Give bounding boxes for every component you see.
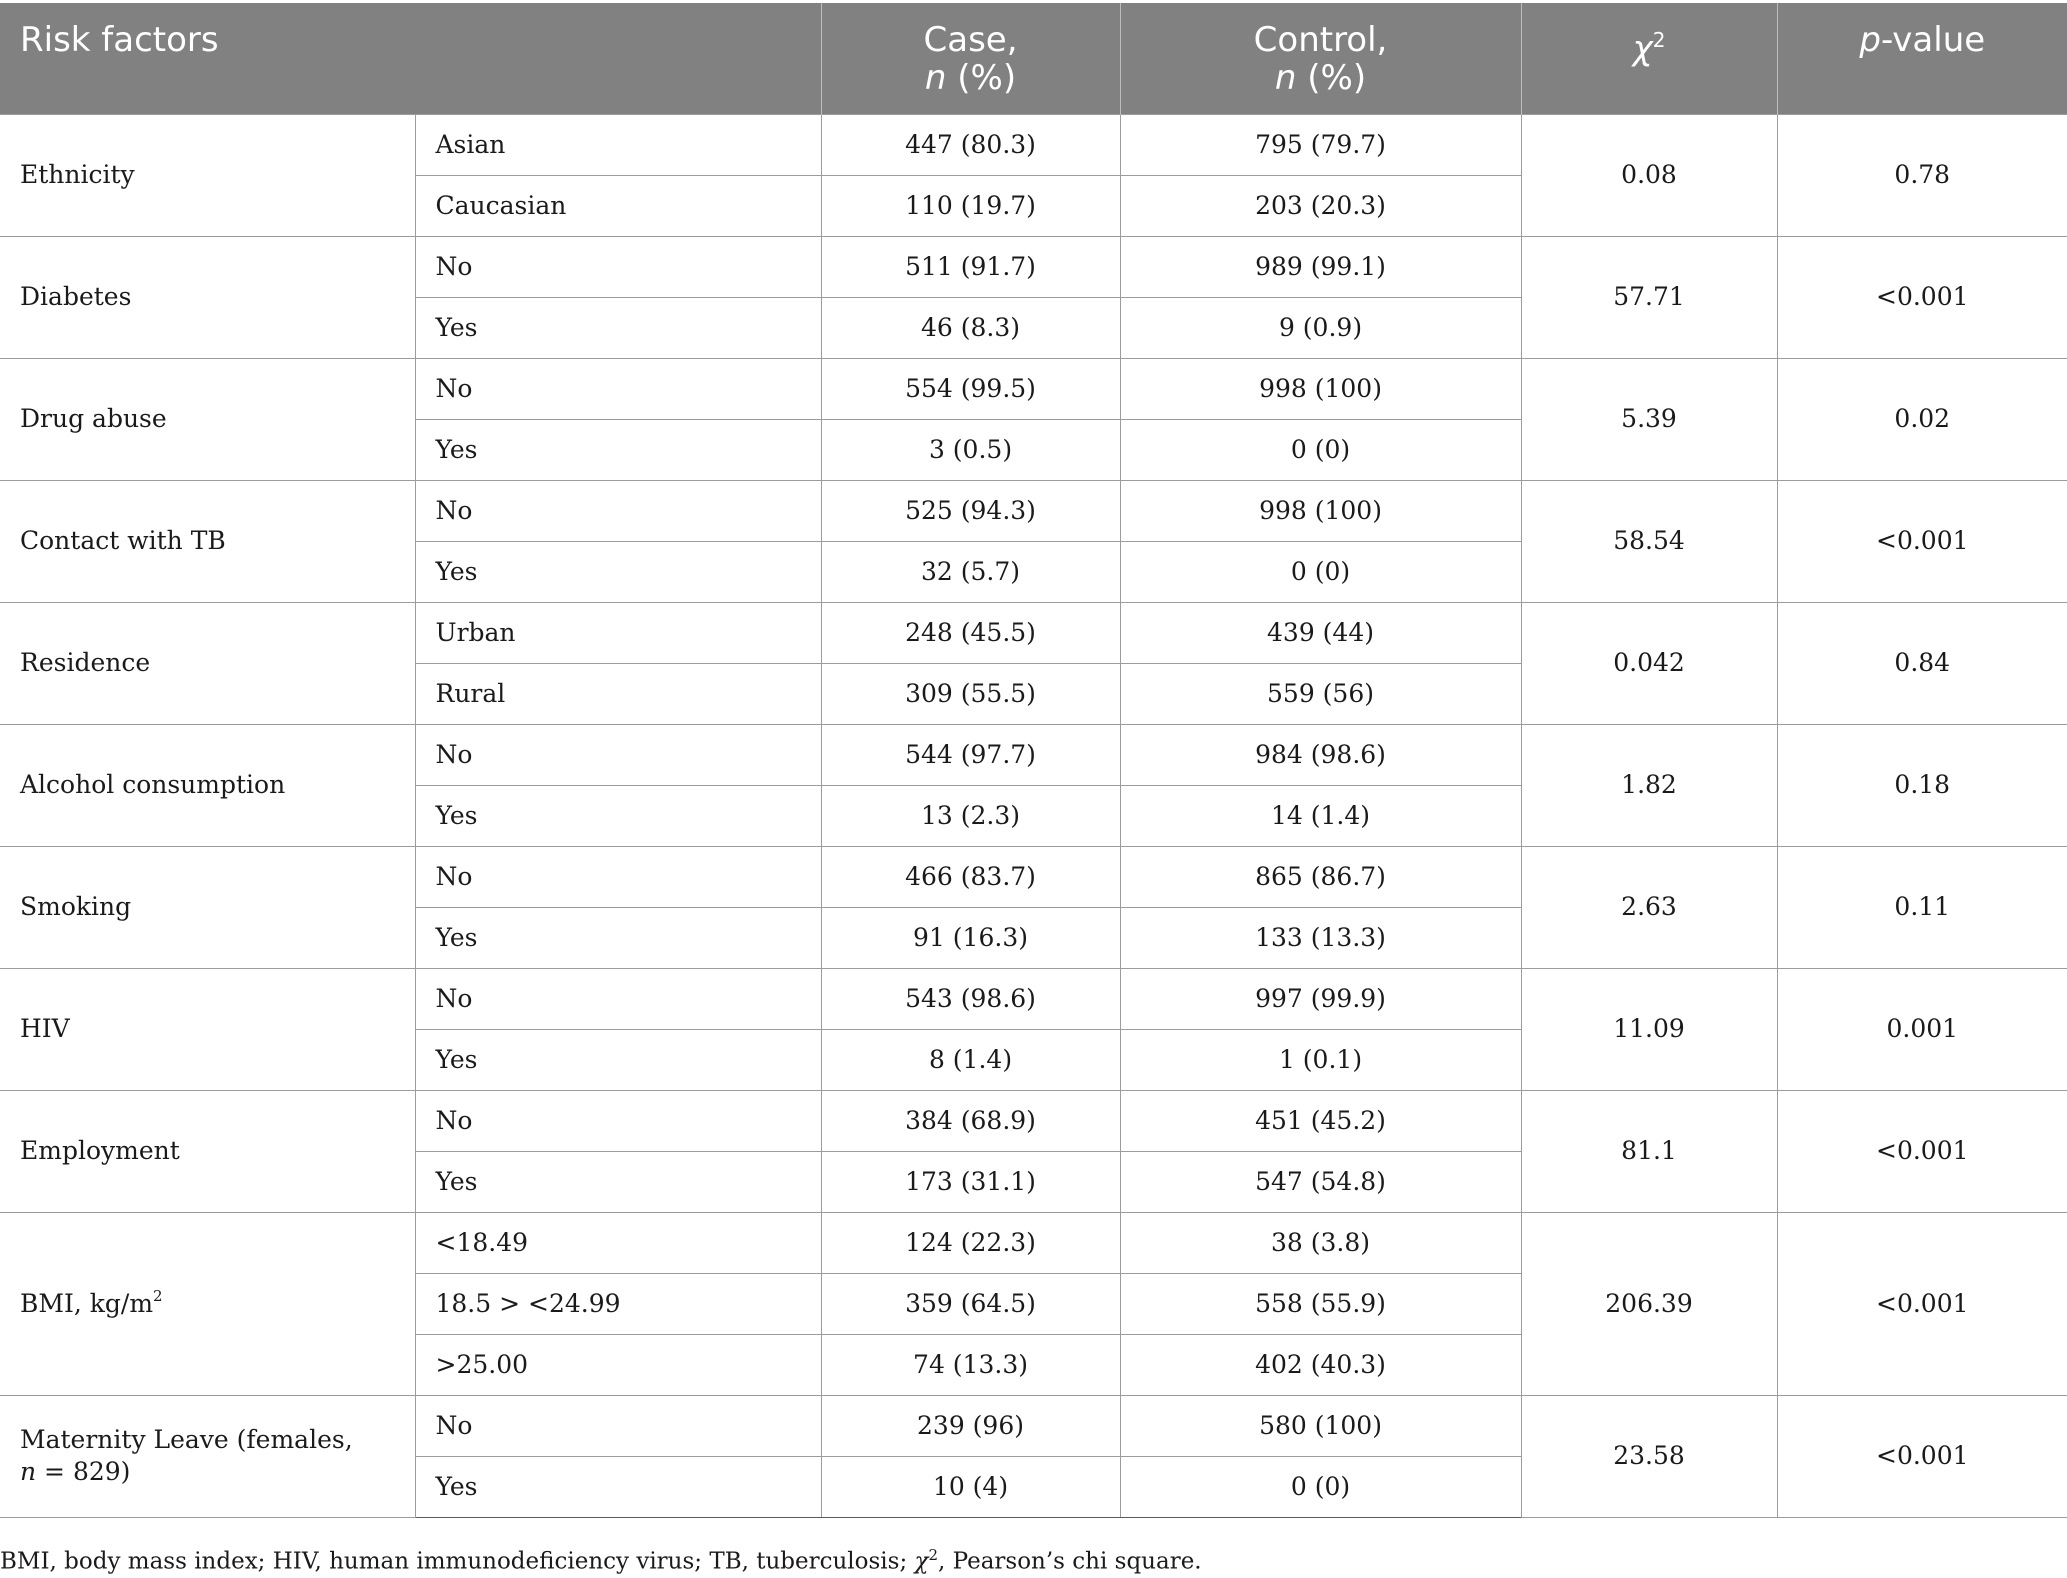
factor-alcohol-consumption: Alcohol consumption [0,724,415,846]
header-control-pct: (%) [1296,58,1367,98]
control-cell: 580 (100) [1120,1395,1521,1456]
case-cell: 359 (64.5) [821,1273,1120,1334]
level-cell: No [415,358,821,419]
table-row [0,1212,2067,1273]
table-row [0,480,2067,541]
footnote-part2: , Pearson’s chi square. [938,1548,1202,1575]
level-cell: <18.49 [415,1212,821,1273]
control-cell: 865 (86.7) [1120,846,1521,907]
case-cell: 544 (97.7) [821,724,1120,785]
control-cell: 547 (54.8) [1120,1151,1521,1212]
factor-smoking: Smoking [0,846,415,968]
level-cell: No [415,846,821,907]
footnote-chi-symbol: χ [914,1548,929,1575]
header-case-pct: (%) [946,58,1017,98]
header-case [821,3,1120,114]
factor-diabetes: Diabetes [0,236,415,358]
level-cell: Yes [415,419,821,480]
control-cell: 558 (55.9) [1120,1273,1521,1334]
control-cell: 38 (3.8) [1120,1212,1521,1273]
control-cell: 402 (40.3) [1120,1334,1521,1395]
table-row [0,114,2067,175]
table-row [0,1090,2067,1151]
control-cell: 0 (0) [1120,1456,1521,1517]
level-cell: Yes [415,785,821,846]
header-row [0,3,2067,114]
control-cell: 998 (100) [1120,358,1521,419]
factor-maternity-leave [0,1395,415,1517]
case-cell: 384 (68.9) [821,1090,1120,1151]
control-cell: 0 (0) [1120,541,1521,602]
table-row [0,358,2067,419]
table-footnote [0,1540,2067,1577]
header-risk-factors: Risk factors [0,3,821,114]
level-cell: Caucasian [415,175,821,236]
header-p-value [1777,3,2067,114]
case-cell: 91 (16.3) [821,907,1120,968]
level-cell: No [415,236,821,297]
p-value-cell: <0.001 [1777,1212,2067,1395]
level-cell: Yes [415,907,821,968]
control-cell: 989 (99.1) [1120,236,1521,297]
p-value-cell: <0.001 [1777,1090,2067,1212]
control-cell: 133 (13.3) [1120,907,1521,968]
p-value-cell: 0.11 [1777,846,2067,968]
chi2-cell: 58.54 [1521,480,1777,602]
header-chi-square [1521,3,1777,114]
level-cell: 18.5 > <24.99 [415,1273,821,1334]
control-cell: 439 (44) [1120,602,1521,663]
case-cell: 554 (99.5) [821,358,1120,419]
control-cell: 14 (1.4) [1120,785,1521,846]
factor-drug-abuse: Drug abuse [0,358,415,480]
case-cell: 447 (80.3) [821,114,1120,175]
factor-employment: Employment [0,1090,415,1212]
p-value-cell: <0.001 [1777,480,2067,602]
header-chi-symbol: χ [1632,28,1653,69]
control-cell: 203 (20.3) [1120,175,1521,236]
table-row [0,602,2067,663]
control-cell: 451 (45.2) [1120,1090,1521,1151]
header-control-n: n [1274,58,1297,98]
table-row [0,846,2067,907]
chi2-cell: 0.042 [1521,602,1777,724]
header-p-rest: -value [1880,20,1986,60]
level-cell: Rural [415,663,821,724]
chi2-cell: 1.82 [1521,724,1777,846]
table-row [0,724,2067,785]
factor-bmi-sup: 2 [153,1286,163,1305]
case-cell: 74 (13.3) [821,1334,1120,1395]
p-value-cell: 0.84 [1777,602,2067,724]
case-cell: 3 (0.5) [821,419,1120,480]
level-cell: No [415,1395,821,1456]
case-cell: 309 (55.5) [821,663,1120,724]
case-cell: 511 (91.7) [821,236,1120,297]
case-cell: 10 (4) [821,1456,1120,1517]
level-cell: No [415,968,821,1029]
control-cell: 9 (0.9) [1120,297,1521,358]
factor-hiv: HIV [0,968,415,1090]
case-cell: 110 (19.7) [821,175,1120,236]
level-cell: No [415,1090,821,1151]
factor-ethnicity: Ethnicity [0,114,415,236]
risk-factors-table [0,3,2067,1518]
case-cell: 13 (2.3) [821,785,1120,846]
case-cell: 239 (96) [821,1395,1120,1456]
level-cell: >25.00 [415,1334,821,1395]
header-case-line1: Case, [923,20,1018,60]
level-cell: Yes [415,1456,821,1517]
p-value-cell: 0.02 [1777,358,2067,480]
factor-residence: Residence [0,602,415,724]
case-cell: 46 (8.3) [821,297,1120,358]
case-cell: 124 (22.3) [821,1212,1120,1273]
header-p-ital: p [1859,20,1881,60]
case-cell: 248 (45.5) [821,602,1120,663]
table-row [0,236,2067,297]
level-cell: Urban [415,602,821,663]
p-value-cell: <0.001 [1777,236,2067,358]
factor-bmi [0,1212,415,1395]
header-control-line1: Control, [1253,20,1388,60]
level-cell: No [415,724,821,785]
case-cell: 173 (31.1) [821,1151,1120,1212]
footnote-chi-exponent: 2 [928,1546,939,1564]
header-control [1120,3,1521,114]
table-header [0,3,2067,114]
factor-maternity-rest: = 829) [36,1457,131,1486]
chi2-cell: 23.58 [1521,1395,1777,1517]
p-value-cell: 0.78 [1777,114,2067,236]
factor-bmi-label: BMI, kg/m [20,1288,154,1318]
control-cell: 559 (56) [1120,663,1521,724]
level-cell: Yes [415,1029,821,1090]
control-cell: 1 (0.1) [1120,1029,1521,1090]
case-cell: 466 (83.7) [821,846,1120,907]
case-cell: 8 (1.4) [821,1029,1120,1090]
level-cell: Yes [415,297,821,358]
table-row [0,1395,2067,1456]
factor-maternity-n: n [20,1457,37,1486]
case-cell: 32 (5.7) [821,541,1120,602]
chi2-cell: 5.39 [1521,358,1777,480]
factor-contact-with-tb: Contact with TB [0,480,415,602]
control-cell: 795 (79.7) [1120,114,1521,175]
p-value-cell: 0.001 [1777,968,2067,1090]
control-cell: 0 (0) [1120,419,1521,480]
chi2-cell: 206.39 [1521,1212,1777,1395]
chi2-cell: 57.71 [1521,236,1777,358]
chi2-cell: 2.63 [1521,846,1777,968]
case-cell: 525 (94.3) [821,480,1120,541]
level-cell: No [415,480,821,541]
control-cell: 998 (100) [1120,480,1521,541]
chi2-cell: 11.09 [1521,968,1777,1090]
level-cell: Yes [415,1151,821,1212]
factor-maternity-line1: Maternity Leave (females, [20,1425,353,1454]
p-value-cell: <0.001 [1777,1395,2067,1517]
control-cell: 997 (99.9) [1120,968,1521,1029]
case-cell: 543 (98.6) [821,968,1120,1029]
header-case-n: n [924,58,947,98]
header-chi-exponent: 2 [1652,28,1666,52]
level-cell: Yes [415,541,821,602]
p-value-cell: 0.18 [1777,724,2067,846]
chi2-cell: 81.1 [1521,1090,1777,1212]
footnote-part1: BMI, body mass index; HIV, human immunodeficiency virus; TB, tuberculosis; [0,1548,915,1575]
table-body [0,114,2067,1517]
level-cell: Asian [415,114,821,175]
table-row [0,968,2067,1029]
control-cell: 984 (98.6) [1120,724,1521,785]
chi2-cell: 0.08 [1521,114,1777,236]
